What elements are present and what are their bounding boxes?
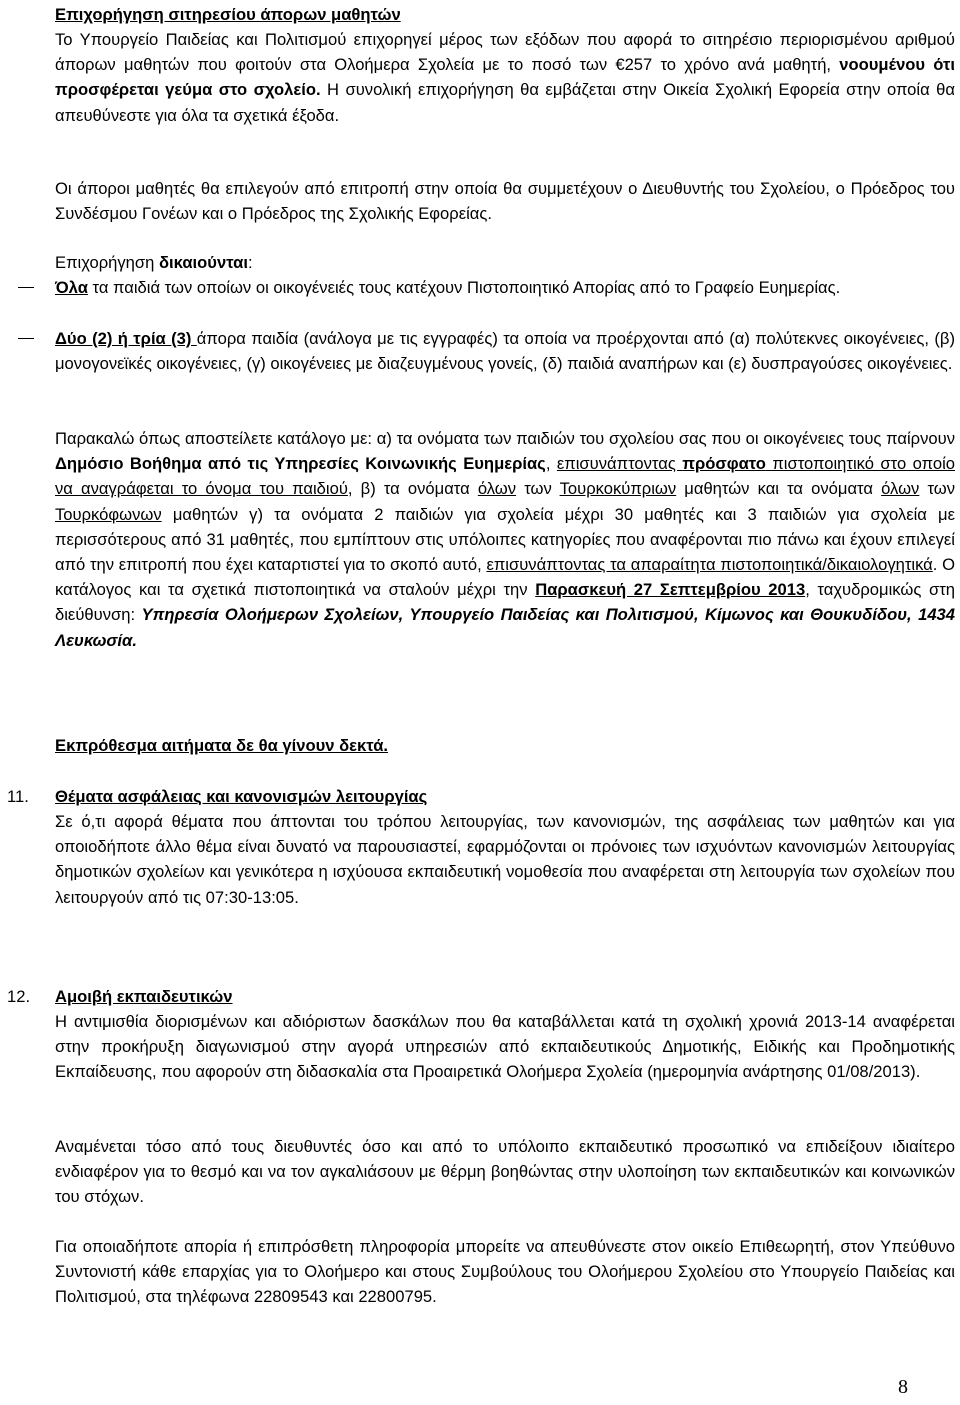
req-turkish-speaking: Τουρκόφωνων [55,504,162,524]
meals-paragraph-2: Οι άποροι μαθητές θα επιλεγούν από επιτροπή στην οποία θα συμμετέχουν ο Διευθυντής του Σχολείου, ο Πρόεδρος του Συνδέσμου Γονέων και ο Πρόεδρος της Σχολικής Εφορείας. [55,179,955,224]
section-11-title: Θέματα ασφάλειας και κανονισμών λειτουργίας [55,787,428,806]
item1-text: τα παιδιά των οποίων οι οικογένειές τους κατέχουν Πιστοποιητικό Απορίας από το Γραφείο Ευημερίας. [87,278,841,297]
meals-paragraph-1 [55,27,955,128]
req-recent: πρόσφατο [682,454,766,474]
entitled-colon: : [247,253,253,272]
req-public-aid: Δημόσιο Βοήθημα από τις Υπηρεσίες Κοινωνικής Ευημερίας [55,454,546,474]
late-requests-note: Εκπρόθεσμα αιτήματα δε θα γίνουν δεκτά. [55,736,389,755]
section-12-paragraph-3: Για οποιαδήποτε απορία ή επιπρόσθετη πληροφορία μπορείτε να απευθύνεστε στον οικείο Επιθεωρητή, στον Υπεύθυνο Συντονιστή κάθε επαρχίας για το Ολοήμερο και στους Συμβούλους του Ολοήμερου Σχολείου στο Υπουργείο Παιδείας και Πολιτισμού, στα τηλέφωνα 22809543 και 22800795. [55,1237,955,1307]
req-turkish-cypriot: Τουρκοκύπριων [559,479,677,499]
req-all: όλων [477,479,517,499]
req-text: μαθητών γ) τα ονόματα 2 παιδιών για σχολεία μέχρι 30 μαθητές και 3 παιδιών για σχολεία με περισσότερους από 31 μαθητές, που εμπίπτουν στις υπόλοιπες κατηγορίες που αναφέρονται πιο πάνω και έχουν επιλεγεί από την επιτροπή που έχει καταρτιστεί για το σκοπό αυτό, [55,504,955,575]
bullet-dash [18,287,34,288]
bullet-dash [18,338,34,339]
section-12-title: Αμοιβή εκπαιδευτικών [55,987,233,1006]
section-12-number: 12. [7,987,31,1006]
req-all: όλων [881,479,920,499]
page-number: 8 [898,1376,908,1398]
entitled-item-1 [55,275,955,300]
req-text: . Ο κατάλογος και τα σχετικά πιστοποιητικά να σταλούν μέχρι την [55,555,956,600]
request-paragraph [55,426,955,653]
req-attaching: επισυνάπτοντας [556,454,683,474]
item2-text: άπορα παιδία (ανάλογα με τις εγγραφές) τα οποία να προέρχονται από (α) πολύτεκνες οικογένειες, (β) μονογονεϊκές οικογένειες, (γ) οικογένειες με διαζευγμένους γονείς, (δ) παιδιά αναπήρων και (ε) δυσπραγούσες οικογένειες. [55,329,955,374]
section-11-body: Σε ό,τι αφορά θέματα που άπτονται του τρόπου λειτουργίας, των κανονισμών, της ασφάλειας των μαθητών και για οποιοδήποτε άλλο θέμα είναι δυνατό να παρουσιαστεί, εφαρμόζονται οι πρόνοιες των ισχυόντων κανονισμών λειτουργίας δημοτικών σχολείων και γενικότερα η ισχύουσα εκπαιδευτική νομοθεσία που αναφέρεται στη λειτουργία των σχολείων που λειτουργούν από τις 07:30-13:05. [55,812,955,907]
section-11-number: 11. [7,787,29,806]
req-certificate: πιστοποιητικό στο οποίο να αναγράφεται το όνομα του παιδιού [55,454,955,499]
item1-bold: Όλα [55,278,88,297]
item2-bold: Δύο (2) ή τρία (3) [55,329,197,348]
entitled-item-2 [55,326,955,376]
req-attaching-docs: επισυνάπτοντας τα απαραίτητα πιστοποιητικά/δικαιολογητικά [486,555,933,575]
req-address: Υπηρεσία Ολοήμερων Σχολείων, Υπουργείο Παιδείας και Πολιτισμού, Κίμωνος και Θουκυδίδου, 1434 Λευκωσία. [55,605,956,650]
entitled-line [55,250,955,275]
req-text: των [516,479,560,499]
req-text: Παρακαλώ όπως αποστείλετε κατάλογο με: α) τα ονόματα των παιδιών του σχολείου σας που οι οικογένειες τους παίρνουν [55,429,955,448]
meals-heading: Επιχορήγηση σιτηρεσίου άπορων μαθητών [55,5,401,24]
section-12-paragraph-1: Η αντιμισθία διορισμένων και αδιόριστων δασκάλων που θα καταβάλλεται κατά τη σχολική χρονιά 2013-14 αναφέρεται στην προκήρυξη διαγωνισμού στην αγορά υπηρεσιών από εκπαιδευτικούς Δημοτικής, Ειδικής και Προδημοτικής Εκπαίδευσης, που αφορούν στη διδασκαλία στα Προαιρετικά Ολοήμερα Σχολεία (ημερομηνία ανάρτησης 01/08/2013). [55,1012,955,1082]
meals-p1-rest: Η συνολική επιχορήγηση θα εμβάζεται στην Οικεία Σχολική Εφορεία στην οποία θα απευθύνεστε για όλα τα σχετικά έξοδα. [55,80,955,125]
req-text: , ταχυδρομικώς στη διεύθυνση: [55,580,955,625]
req-text: μαθητών και τα ονόματα [676,479,882,499]
req-text: των [919,479,956,499]
section-12-paragraph-2: Αναμένεται τόσο από τους διευθυντές όσο και από το υπόλοιπο εκπαιδευτικό προσωπικό να επιδείξουν ιδιαίτερο ενδιαφέρον για το θεσμό και να τον αγκαλιάσουν με θέρμη βοηθώντας στην υλοποίηση των εκπαιδευτικών και κοινωνικών του στόχων. [55,1137,955,1207]
entitled-text: Επιχορήγηση [55,253,159,272]
req-text: , β) τα ονόματα [347,479,478,499]
entitled-bold: δικαιούνται [158,253,248,272]
meals-p1-text: Το Υπουργείο Παιδείας και Πολιτισμού επιχορηγεί μέρος των εξόδων που αφορά το σιτηρέσιο περιορισμένου αριθμού άπορων μαθητών που φοιτούν στα Ολοήμερα Σχολεία με το ποσό των €257 το χρόνο ανά μαθητή, [55,30,955,75]
req-text: , [545,454,557,474]
meals-p1-condition: νοουμένου ότι προσφέρεται γεύμα στο σχολείο. [55,55,955,100]
req-deadline-date: Παρασκευή 27 Σεπτεμβρίου 2013 [535,580,806,600]
